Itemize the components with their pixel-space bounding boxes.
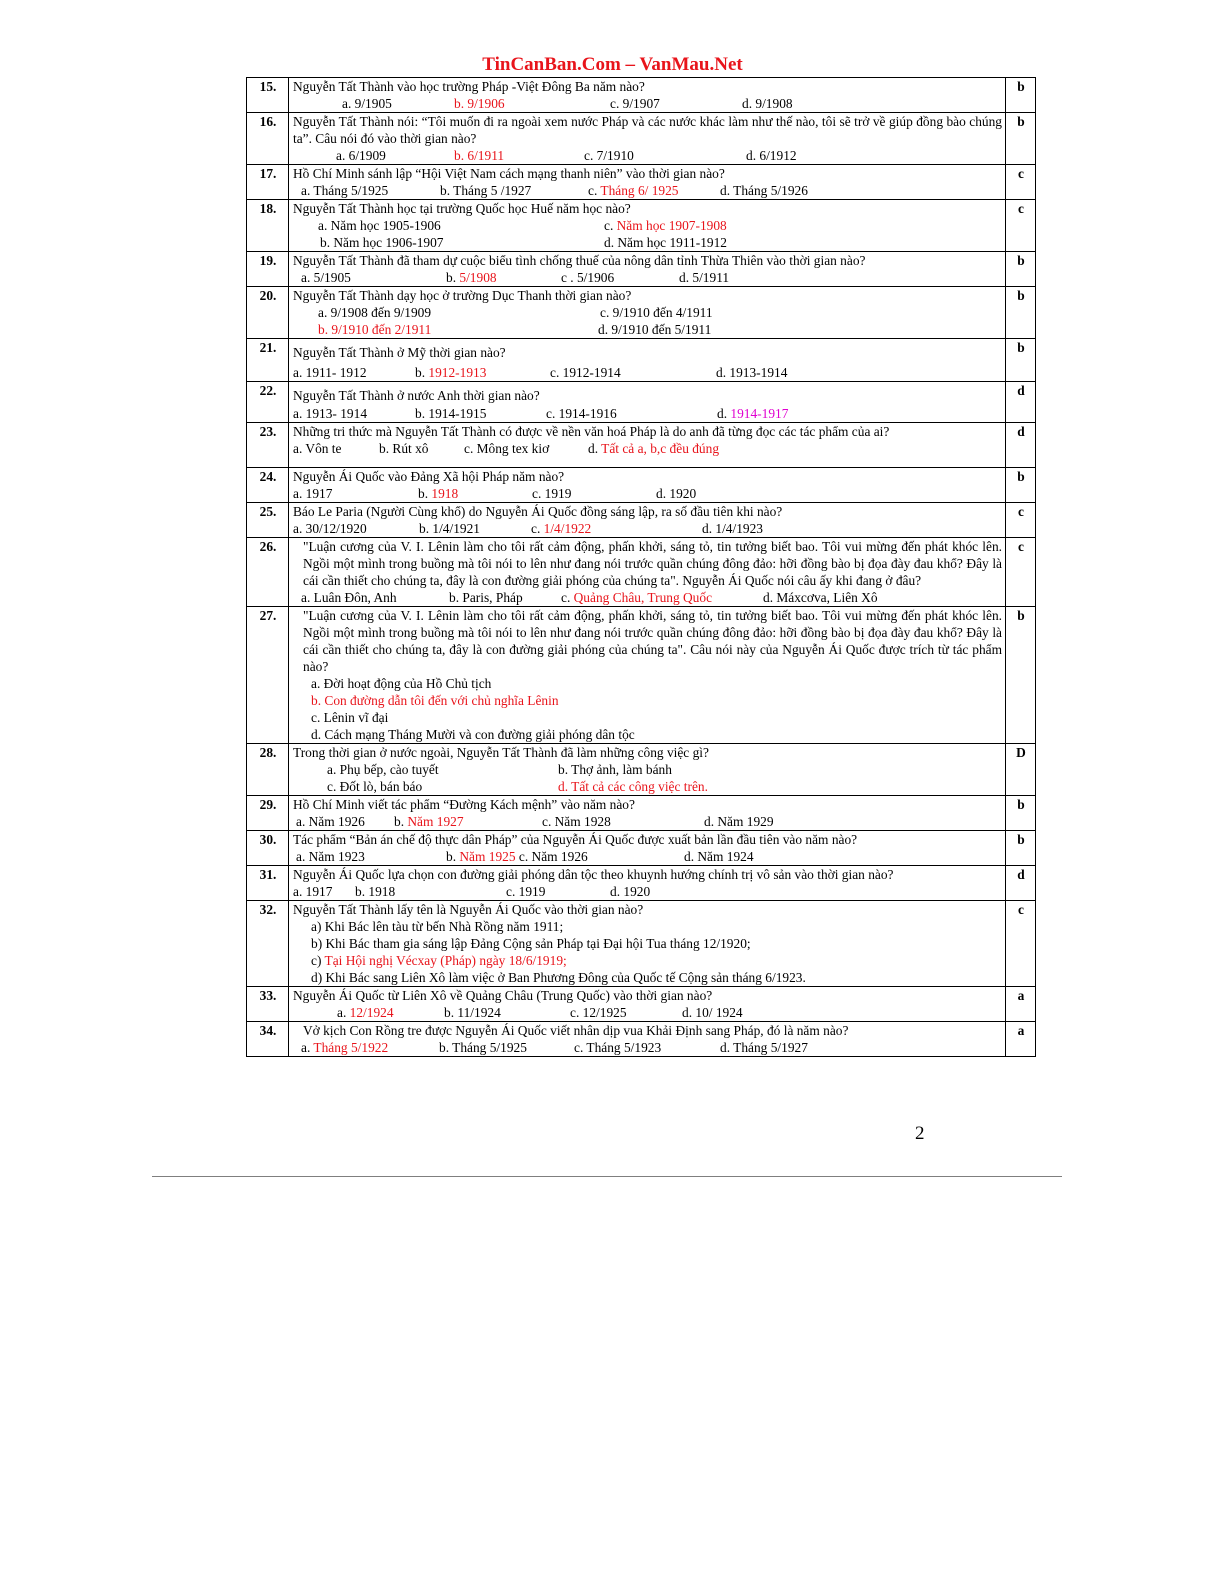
question-number: 32. [247, 901, 289, 987]
option-b: b. 1/4/1921 [419, 521, 481, 536]
answer-key: b [1006, 468, 1036, 503]
options-line [293, 813, 1002, 830]
site-header: TinCanBan.Com – VanMau.Net [482, 54, 743, 75]
question-row [247, 831, 1036, 866]
option-a: a. 1917 [293, 486, 333, 501]
option-c: c. Tháng 5/1923 [574, 1040, 662, 1055]
option-a: a. Năm 1926 [296, 814, 365, 829]
answer-key: b [1006, 796, 1036, 831]
answer-key: D [1006, 744, 1036, 796]
options-line [293, 485, 1002, 502]
question-body [289, 744, 1006, 796]
option-c: c. 1919 [532, 486, 572, 501]
question-row [247, 901, 1036, 987]
question-body [289, 78, 1006, 113]
option-c [561, 589, 712, 606]
answer-key: a [1006, 987, 1036, 1022]
option-d: d. Tháng 5/1926 [720, 183, 808, 198]
page-number: 2 [915, 1123, 925, 1144]
option-d: d. 1920 [656, 486, 697, 501]
question-number: 17. [247, 165, 289, 200]
question-text: Nguyễn Tất Thành nói: “Tôi muốn đi ra ngoài xem nước Pháp và các nước khác làm như thế nào, tôi sẽ trở về giúp đồng bào chúng ta”. Câu nói đó vào thời gian nào? [293, 114, 1002, 146]
option-a: a. Luân Đôn, Anh [301, 590, 397, 605]
option-b-prefix: b. [394, 814, 408, 829]
question-text: Tác phẩm “Bản án chế độ thực dân Pháp” của Nguyễn Ái Quốc được xuất bản lần đầu tiên vào năm nào? [293, 832, 858, 847]
options-line [293, 778, 1002, 795]
option-d: d. 1913-1914 [716, 365, 788, 380]
question-text: Trong thời gian ở nước ngoài, Nguyễn Tất Thành đã làm những công việc gì? [293, 745, 709, 760]
option-c: c. 1919 [506, 884, 546, 899]
answer-key: d [1006, 382, 1036, 423]
option-b-prefix: b. [446, 849, 460, 864]
option-b-text: Năm 1927 [407, 814, 464, 829]
question-text: Nguyễn Ái Quốc lựa chọn con đường giải phóng dân tộc theo khuynh hướng chính trị vô sản vào thời gian nào? [293, 867, 894, 882]
question-number: 31. [247, 866, 289, 901]
answer-key: b [1006, 607, 1036, 744]
answer-key: b [1006, 113, 1036, 165]
option-d: d. Cách mạng Tháng Mười và con đường giải phóng dân tộc [311, 727, 635, 742]
option-d: d. 6/1912 [746, 148, 797, 163]
option-d-prefix: d. [588, 441, 602, 456]
question-body [289, 538, 1006, 607]
question-row [247, 78, 1036, 113]
question-body [289, 468, 1006, 503]
question-number: 18. [247, 200, 289, 252]
question-number: 20. [247, 287, 289, 339]
options-line [293, 364, 1002, 381]
option-b-prefix: b. [446, 270, 460, 285]
option-d: d. 1/4/1923 [702, 521, 764, 536]
question-row [247, 252, 1036, 287]
options-line [293, 95, 1002, 112]
question-row [247, 423, 1036, 468]
option-c-prefix: c. [531, 521, 544, 536]
question-body [289, 113, 1006, 165]
option-b [446, 269, 497, 286]
option-a: a. Năm 1923 [296, 849, 365, 864]
page-divider [152, 1176, 1062, 1177]
question-row [247, 607, 1036, 744]
option-b: b. 1918 [355, 884, 396, 899]
answer-key: d [1006, 866, 1036, 901]
question-row [247, 744, 1036, 796]
question-body [289, 252, 1006, 287]
option-b: b. Tháng 5/1925 [439, 1040, 527, 1055]
option-a: a. Đời hoạt động của Hồ Chủ tịch [311, 676, 492, 691]
option-b: b. Con đường dẫn tôi đến với chủ nghĩa Lênin [311, 693, 559, 708]
options-line [293, 520, 1002, 537]
question-text: Nguyễn Tất Thành ở Mỹ thời gian nào? [293, 345, 506, 360]
option-b [394, 813, 464, 830]
question-body [289, 831, 1006, 866]
question-row [247, 200, 1036, 252]
option-c-prefix: c. [604, 218, 617, 233]
question-row [247, 468, 1036, 503]
option-b-prefix: b. [415, 365, 429, 380]
answer-key: d [1006, 423, 1036, 468]
question-text: Nguyễn Tất Thành lấy tên là Nguyễn Ái Quốc vào thời gian nào? [293, 902, 644, 917]
options-line [293, 147, 1002, 164]
option-a-text: 12/1924 [349, 1005, 394, 1020]
question-number: 23. [247, 423, 289, 468]
question-number: 25. [247, 503, 289, 538]
option-b: b. Tháng 5 /1927 [440, 183, 532, 198]
options-line [293, 234, 1002, 251]
option-d: d. 10/ 1924 [682, 1005, 743, 1020]
question-text: Báo Le Paria (Người Cùng khổ) do Nguyễn Ái Quốc đồng sáng lập, ra số đầu tiên khi nào? [293, 504, 783, 519]
question-row [247, 1022, 1036, 1057]
answer-key: c [1006, 901, 1036, 987]
question-body [289, 503, 1006, 538]
option-d: d. Tháng 5/1927 [720, 1040, 808, 1055]
option-d: d. Tất cả các công việc trên. [558, 779, 708, 794]
option-c: c. Năm 1928 [542, 814, 611, 829]
option-b-text: 1918 [431, 486, 459, 501]
question-text: Vở kịch Con Rồng tre được Nguyễn Ái Quốc viết nhân dịp vua Khải Định sang Pháp, đó là năm nào? [303, 1023, 849, 1038]
option-a-prefix: a. [337, 1005, 350, 1020]
option-c-prefix: c. [561, 590, 574, 605]
option-a: a. 5/1905 [301, 270, 351, 285]
option-c: c. 9/1907 [610, 96, 660, 111]
question-row [247, 287, 1036, 339]
question-body [289, 607, 1006, 744]
option-a: a. 1917 [293, 884, 333, 899]
question-number: 33. [247, 987, 289, 1022]
option-d: d. Năm 1929 [704, 814, 774, 829]
answer-key: b [1006, 252, 1036, 287]
option-c [531, 520, 591, 537]
option-c [588, 182, 679, 199]
options-line [293, 182, 1002, 199]
options-line [293, 321, 1002, 338]
option-d: d. Năm 1924 [684, 849, 754, 864]
option-a [301, 1039, 388, 1056]
option-c-text: 1/4/1922 [543, 521, 592, 536]
options-line [293, 269, 1002, 286]
option-b: b. 9/1910 đến 2/1911 [318, 322, 432, 337]
options-line [293, 761, 1002, 778]
option-d: d. Máxcơva, Liên Xô [763, 590, 878, 605]
options-list [293, 675, 1002, 743]
question-number: 19. [247, 252, 289, 287]
question-text: Nguyễn Ái Quốc từ Liên Xô về Quảng Châu (Trung Quốc) vào thời gian nào? [293, 988, 713, 1003]
question-body [289, 423, 1006, 468]
answer-key: c [1006, 503, 1036, 538]
option-a: a. Năm học 1905-1906 [318, 218, 441, 233]
option-a [337, 1004, 394, 1021]
option-d: d) Khi Bác sang Liên Xô làm việc ở Ban Phương Đông của Quốc tế Cộng sản tháng 6/1923. [311, 970, 806, 985]
option-b: b. Thợ ảnh, làm bánh [558, 762, 672, 777]
question-body [289, 200, 1006, 252]
question-body [289, 901, 1006, 987]
question-body [289, 1022, 1006, 1057]
option-c: c. 1912-1914 [550, 365, 621, 380]
option-b-text: Năm 1925 [459, 849, 516, 864]
option-b: b. 1914-1915 [415, 406, 487, 421]
option-d: d. Năm học 1911-1912 [604, 235, 727, 250]
option-c: c . 5/1906 [561, 270, 615, 285]
option-d-text: 1914-1917 [730, 406, 789, 421]
option-a: a) Khi Bác lên tàu từ bến Nhà Rồng năm 1911; [311, 919, 564, 934]
question-text: Nguyễn Tất Thành vào học trường Pháp -Việt Đông Ba năm nào? [293, 79, 645, 94]
option-d: d. 9/1910 đến 5/1911 [598, 322, 712, 337]
option-d [717, 405, 788, 422]
question-body [289, 796, 1006, 831]
option-c: c. Mông tex kiơ [464, 441, 550, 456]
options-line [293, 440, 1002, 457]
question-text: Những tri thức mà Nguyễn Tất Thành có được về nền văn hoá Pháp là do anh đã từng đọc các tác phẩm của ai? [293, 424, 890, 439]
option-d-prefix: d. [717, 406, 731, 421]
option-c [293, 952, 1002, 969]
option-b-text: 5/1908 [459, 270, 497, 285]
question-row [247, 165, 1036, 200]
option-d: d. 1920 [610, 884, 651, 899]
option-c-prefix: c. [588, 183, 601, 198]
options-line [293, 304, 1002, 321]
options-line [293, 1039, 1002, 1056]
question-number: 24. [247, 468, 289, 503]
question-body [289, 287, 1006, 339]
question-text: Hồ Chí Minh viết tác phẩm “Đường Kách mệnh” vào năm nào? [293, 797, 635, 812]
question-number: 30. [247, 831, 289, 866]
question-body [289, 165, 1006, 200]
question-text: Nguyễn Tất Thành đã tham dự cuộc biểu tình chống thuế của nông dân tỉnh Thừa Thiên vào thời gian nào? [293, 253, 866, 268]
options-line [293, 848, 1002, 865]
option-c: c. Năm 1926 [515, 849, 588, 864]
option-b: b. 6/1911 [454, 148, 505, 163]
question-number: 22. [247, 382, 289, 423]
answer-key: b [1006, 831, 1036, 866]
option-c: c. 12/1925 [570, 1005, 627, 1020]
question-row [247, 538, 1036, 607]
option-b [418, 485, 458, 502]
quiz-table [246, 77, 1036, 1057]
option-c-text: Quảng Châu, Trung Quốc [573, 590, 713, 605]
question-number: 16. [247, 113, 289, 165]
answer-key: b [1006, 287, 1036, 339]
question-body [289, 987, 1006, 1022]
question-row [247, 382, 1036, 423]
question-number: 34. [247, 1022, 289, 1057]
question-body [289, 382, 1006, 423]
question-number: 29. [247, 796, 289, 831]
question-row [247, 113, 1036, 165]
option-c-text: Tại Hội nghị Vécxay (Pháp) ngày 18/6/1919; [324, 953, 567, 968]
question-text: "Luận cương của V. I. Lênin làm cho tôi rất cảm động, phấn khởi, sáng tỏ, tin tưởng biết bao. Tôi vui mừng đến phát khóc lên. Ngồi một mình trong buồng mà tôi nói to lên như đang nói trước quần chúng đông đảo: hỡi đồng bào bị đọa đày đau khổ? Đây là cái cần thiết cho chúng ta, đây là con đường giải phóng của chúng ta". Câu nói này của Nguyễn Ái Quốc được trích từ tác phẩm nào? [303, 608, 1002, 674]
option-a-prefix: a. [301, 1040, 314, 1055]
question-row [247, 503, 1036, 538]
option-c-text: Năm học 1907-1908 [616, 218, 727, 233]
question-row [247, 339, 1036, 382]
question-text: "Luận cương của V. I. Lênin làm cho tôi rất cảm động, phấn khởi, sáng tỏ, tin tưởng biết bao. Tôi vui mừng đến phát khóc lên. Ngồi một mình trong buồng mà tôi nói to lên như đang nói trước quần chúng đông đảo: hỡi đồng bào bị đọa đày đau khổ? Đây là cái cần thiết cho chúng ta, đây là con đường giải phóng của chúng ta". Nguyễn Ái Quốc nói câu ấy khi đang ở đâu? [303, 539, 1002, 588]
option-a: a. 1911- 1912 [293, 365, 367, 380]
option-a: a. 9/1908 đến 9/1909 [318, 305, 432, 320]
option-b [415, 364, 486, 381]
question-text: Nguyễn Tất Thành ở nước Anh thời gian nào? [293, 388, 540, 403]
options-list [293, 918, 1002, 986]
option-c: c. 1914-1916 [546, 406, 617, 421]
option-b: b. Paris, Pháp [449, 590, 523, 605]
option-b: b) Khi Bác tham gia sáng lập Đảng Cộng sản Pháp tại Đại hội Tua tháng 12/1920; [311, 936, 751, 951]
option-b-text: 1912-1913 [428, 365, 487, 380]
question-text: Nguyễn Tất Thành dạy học ở trường Dục Thanh thời gian nào? [293, 288, 632, 303]
options-line [293, 883, 1002, 900]
question-number: 15. [247, 78, 289, 113]
question-number: 21. [247, 339, 289, 382]
option-b: b. Năm học 1906-1907 [320, 235, 444, 250]
question-body [289, 866, 1006, 901]
option-a: a. 6/1909 [336, 148, 386, 163]
option-c-prefix: c) [311, 953, 325, 968]
answer-key: b [1006, 339, 1036, 382]
question-text: Nguyễn Tất Thành học tại trường Quốc học Huế năm học nào? [293, 201, 631, 216]
option-b [446, 848, 588, 865]
option-c: c. Đốt lò, bán báo [327, 779, 423, 794]
option-a: a. 9/1905 [342, 96, 392, 111]
option-c: c. 9/1910 đến 4/1911 [600, 305, 713, 320]
answer-key: b [1006, 78, 1036, 113]
options-line [293, 217, 1002, 234]
option-c-text: Tháng 6/ 1925 [600, 183, 679, 198]
options-line [293, 589, 1002, 606]
option-a: a. Tháng 5/1925 [301, 183, 389, 198]
option-a-text: Tháng 5/1922 [313, 1040, 389, 1055]
option-d: d. 5/1911 [679, 270, 730, 285]
option-c [604, 217, 727, 234]
question-row [247, 987, 1036, 1022]
question-text: Hồ Chí Minh sánh lập “Hội Việt Nam cách mạng thanh niên” vào thời gian nào? [293, 166, 725, 181]
answer-key: a [1006, 1022, 1036, 1057]
question-number: 26. [247, 538, 289, 607]
option-b: b. Rút xô [379, 441, 429, 456]
answer-key: c [1006, 165, 1036, 200]
option-d-text: Tất cả a, b,c đều đúng [601, 441, 720, 456]
answer-key: c [1006, 538, 1036, 607]
options-line [293, 405, 1002, 422]
question-row [247, 796, 1036, 831]
question-number: 28. [247, 744, 289, 796]
option-a: a. Phụ bếp, cào tuyết [327, 762, 439, 777]
option-a: a. 1913- 1914 [293, 406, 368, 421]
option-b: b. 11/1924 [444, 1005, 501, 1020]
option-b-prefix: b. [418, 486, 432, 501]
option-c: c. Lênin vĩ đại [311, 710, 389, 725]
question-number: 27. [247, 607, 289, 744]
option-d: d. 9/1908 [742, 96, 793, 111]
option-d [588, 440, 719, 457]
option-a: a. Vôn te [293, 441, 342, 456]
question-body [289, 339, 1006, 382]
option-a: a. 30/12/1920 [293, 521, 367, 536]
options-line [293, 1004, 1002, 1021]
option-c: c. 7/1910 [584, 148, 634, 163]
option-b: b. 9/1906 [454, 96, 505, 111]
answer-key: c [1006, 200, 1036, 252]
question-row [247, 866, 1036, 901]
question-text: Nguyễn Ái Quốc vào Đảng Xã hội Pháp năm nào? [293, 469, 565, 484]
